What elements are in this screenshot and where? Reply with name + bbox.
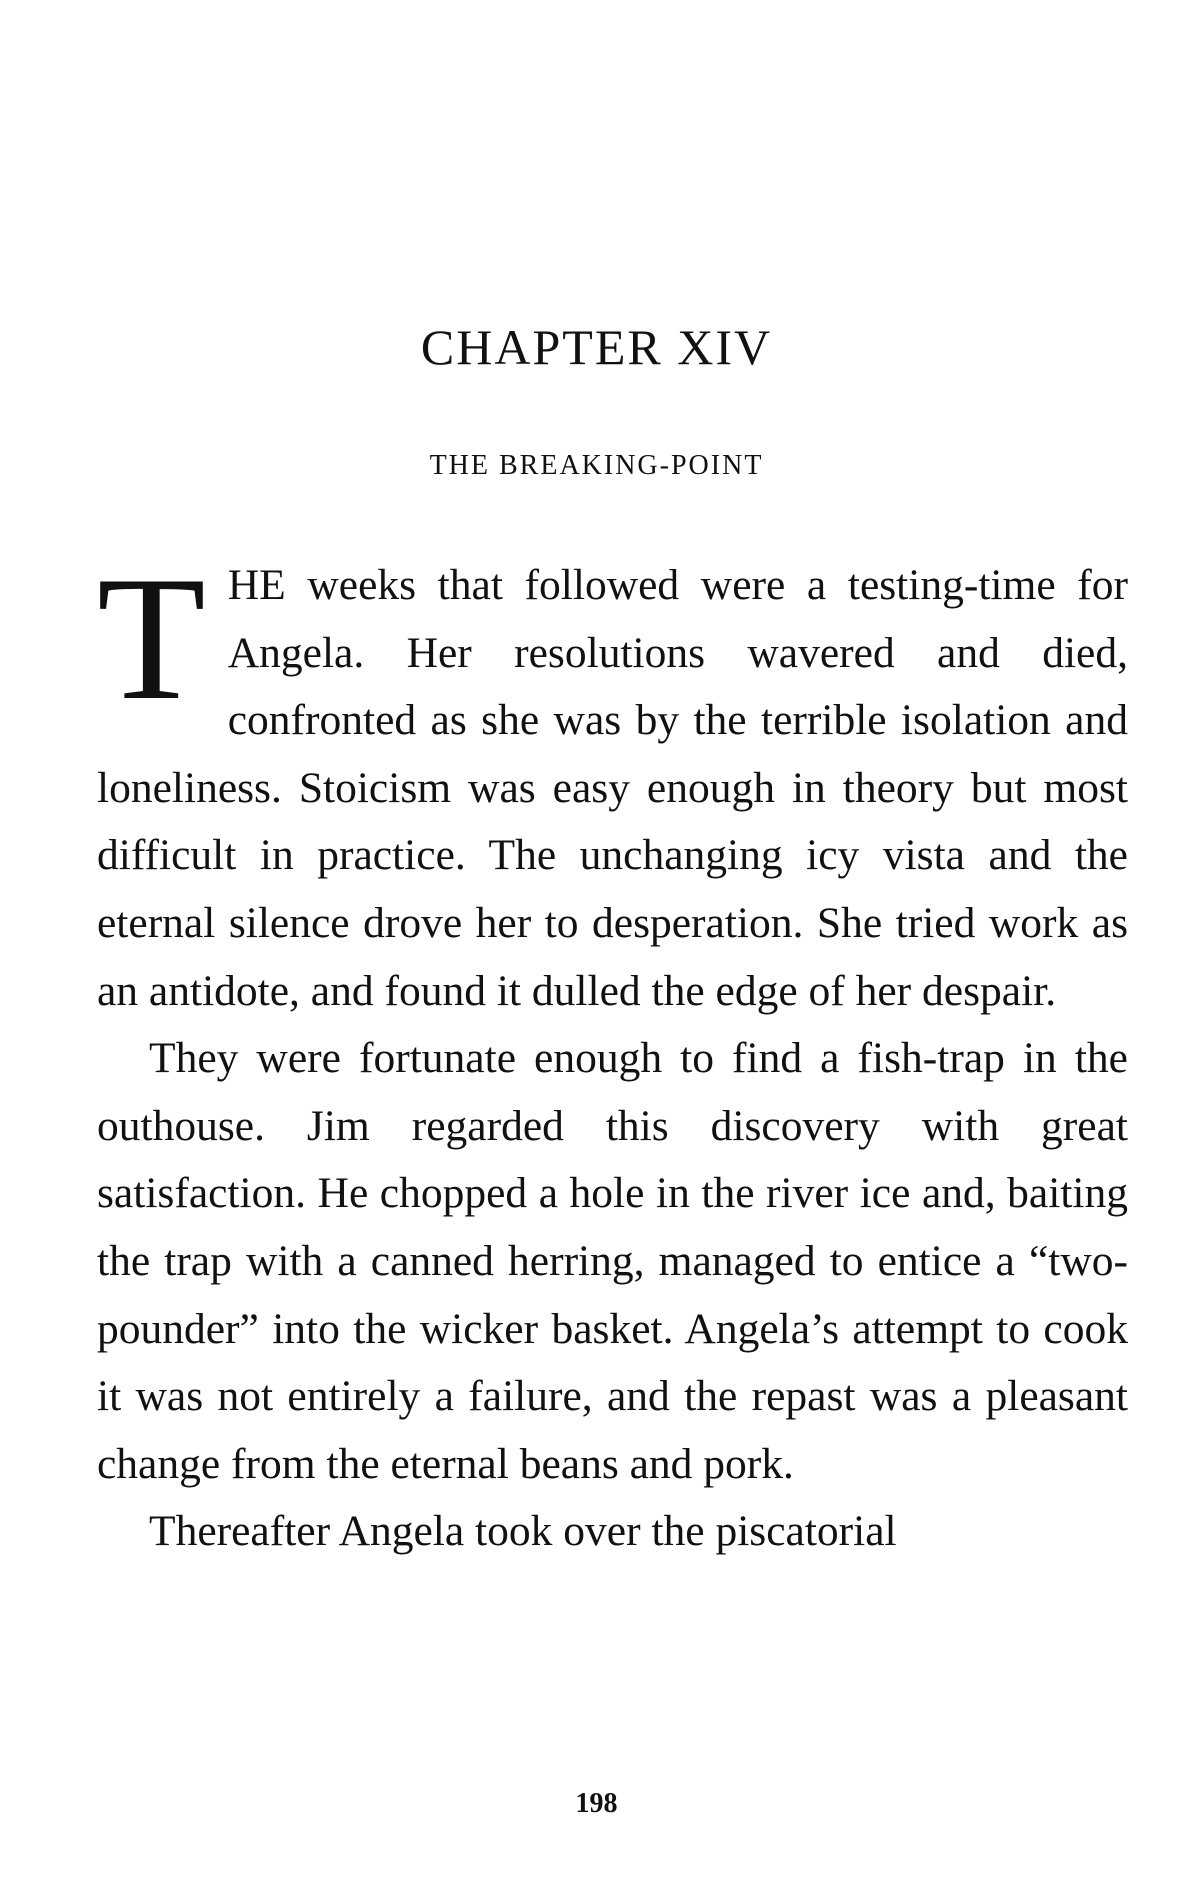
drop-cap: T	[97, 539, 206, 737]
paragraph-first-text: HE weeks that followed were a testing-time for Angela. Her resolutions wavered and died, confronted as she was by the terrible isolation and loneliness. Stoicism was easy enough in theory but most difficult in practice. The unchanging icy vista and the eternal silence drove her to desperation. She tried work as an antidote, and found it dulled the edge of her despair.	[97, 561, 1128, 1015]
chapter-subtitle: THE BREAKING-POINT	[429, 450, 764, 481]
paragraph-third: Thereafter Angela took over the piscatorial	[149, 1507, 897, 1556]
chapter-heading: CHAPTER XIV	[420, 319, 773, 375]
body-text	[97, 539, 1128, 1566]
page-number: 198	[575, 1788, 618, 1819]
paragraph-first	[97, 539, 1128, 1025]
paragraph-second: They were fortunate enough to find a fish-trap in the outhouse. Jim regarded this discovery with great satisfaction. He chopped a hole in the river ice and, baiting the trap with a canned herring, managed to entice a “two-pounder” into the wicker basket. Angela’s attempt to cook it was not entirely a failure, and the repast was a pleasant change from the eternal beans and pork.	[97, 1034, 1128, 1488]
